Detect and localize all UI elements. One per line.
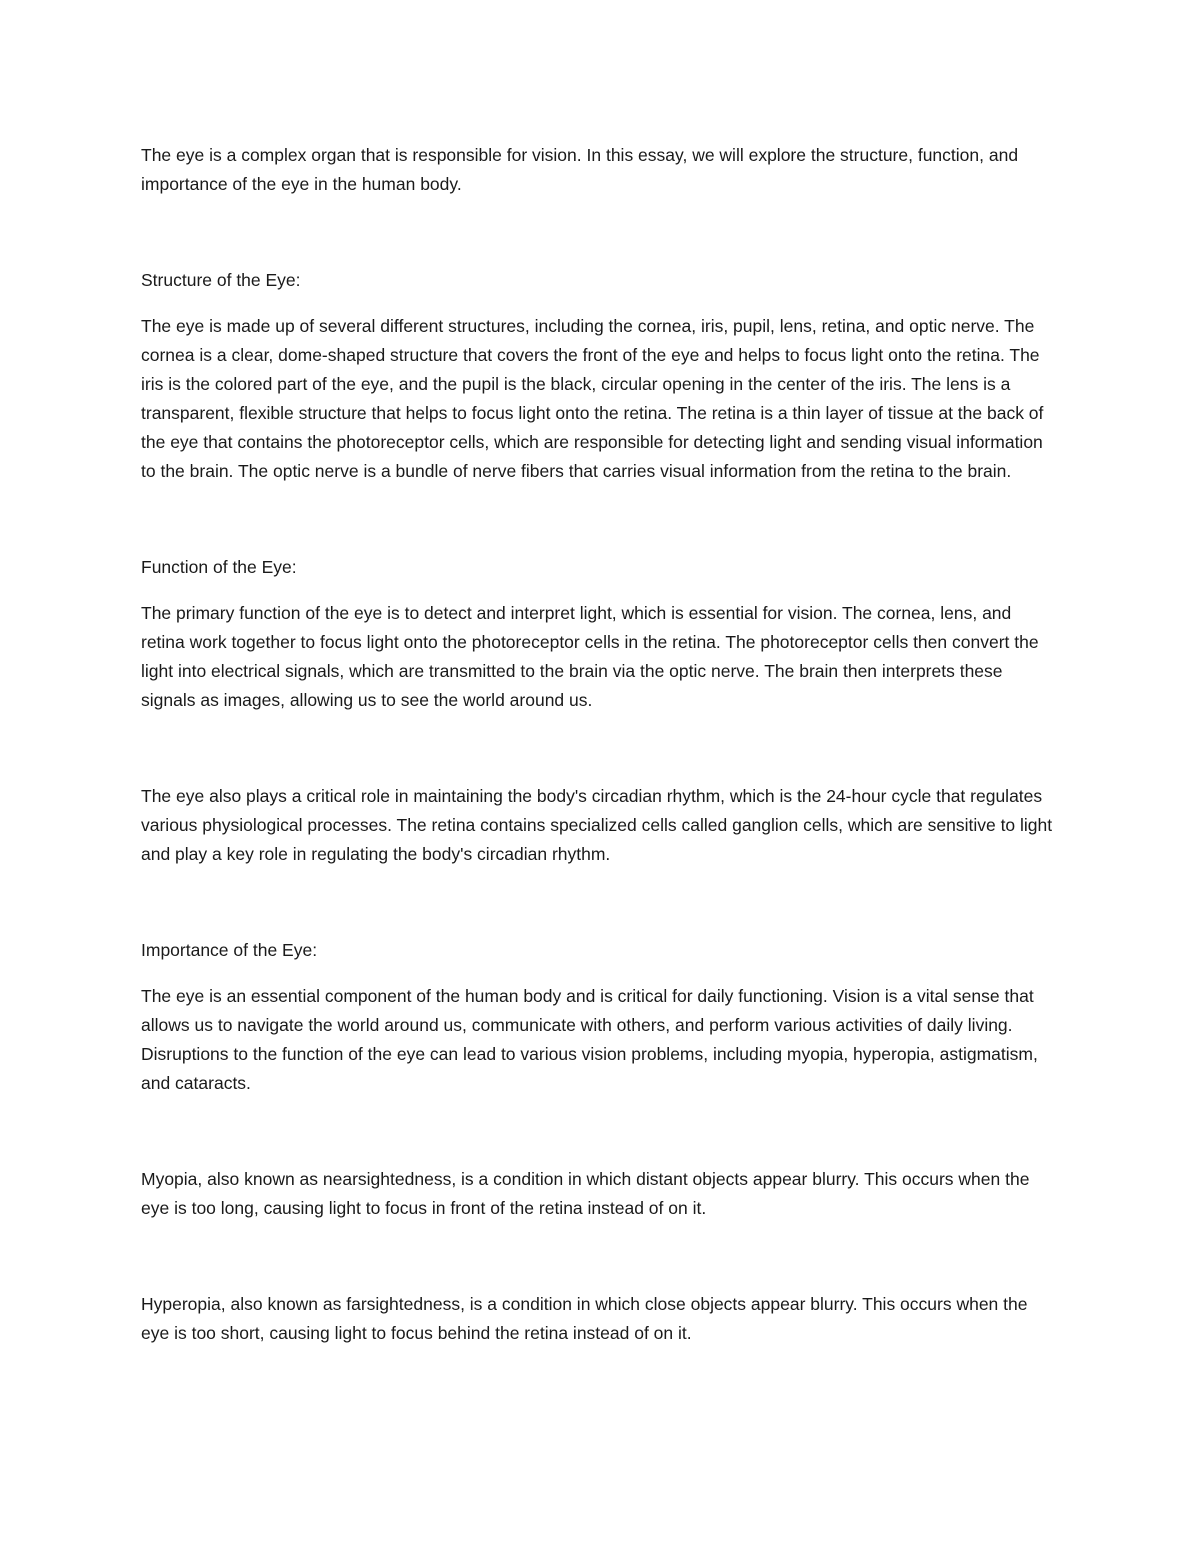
intro-paragraph: The eye is a complex organ that is responsible for vision. In this essay, we will explore the structure, function, and importance of the eye in the human body. <box>141 145 1019 194</box>
function-heading: Function of the Eye: <box>141 557 297 577</box>
structure-heading: Structure of the Eye: <box>141 270 301 290</box>
importance-heading: Importance of the Eye: <box>141 940 318 960</box>
structure-paragraph: The eye is made up of several different structures, including the cornea, iris, pupil, lens, retina, and optic nerve. The cornea is a clear, dome-shaped structure that covers the front of the eye and helps to focus light onto the retina. The iris is the colored part of the eye, and the pupil is the black, circular opening in the center of the iris. The lens is a transparent, flexible structure that helps to focus light onto the retina. The retina is a thin layer of tissue at the back of the eye that contains the photoreceptor cells, which are responsible for detecting light and sending visual information to the brain. The optic nerve is a bundle of nerve fibers that carries visual information from the retina to the brain. <box>141 316 1044 481</box>
document-body <box>141 141 1059 1348</box>
function-paragraph-1: The primary function of the eye is to detect and interpret light, which is essential for vision. The cornea, lens, and retina work together to focus light onto the photoreceptor cells in the retina. The photoreceptor cells then convert the light into electrical signals, which are transmitted to the brain via the optic nerve. The brain then interprets these signals as images, allowing us to see the world around us. <box>141 603 1039 710</box>
function-paragraph-2: The eye also plays a critical role in maintaining the body's circadian rhythm, which is the 24-hour cycle that regulates various physiological processes. The retina contains specialized cells called ganglion cells, which are sensitive to light and play a key role in regulating the body's circadian rhythm. <box>141 786 1053 864</box>
myopia-paragraph: Myopia, also known as nearsightedness, is a condition in which distant objects appear blurry. This occurs when the eye is too long, causing light to focus in front of the retina instead of on it. <box>141 1169 1030 1218</box>
hyperopia-paragraph: Hyperopia, also known as farsightedness, is a condition in which close objects appear blurry. This occurs when the eye is too short, causing light to focus behind the retina instead of on it. <box>141 1294 1028 1343</box>
importance-paragraph-1: The eye is an essential component of the human body and is critical for daily functioning. Vision is a vital sense that allows us to navigate the world around us, communicate with others, and perform various activities of daily living. Disruptions to the function of the eye can lead to various vision problems, including myopia, hyperopia, astigmatism, and cataracts. <box>141 986 1038 1093</box>
